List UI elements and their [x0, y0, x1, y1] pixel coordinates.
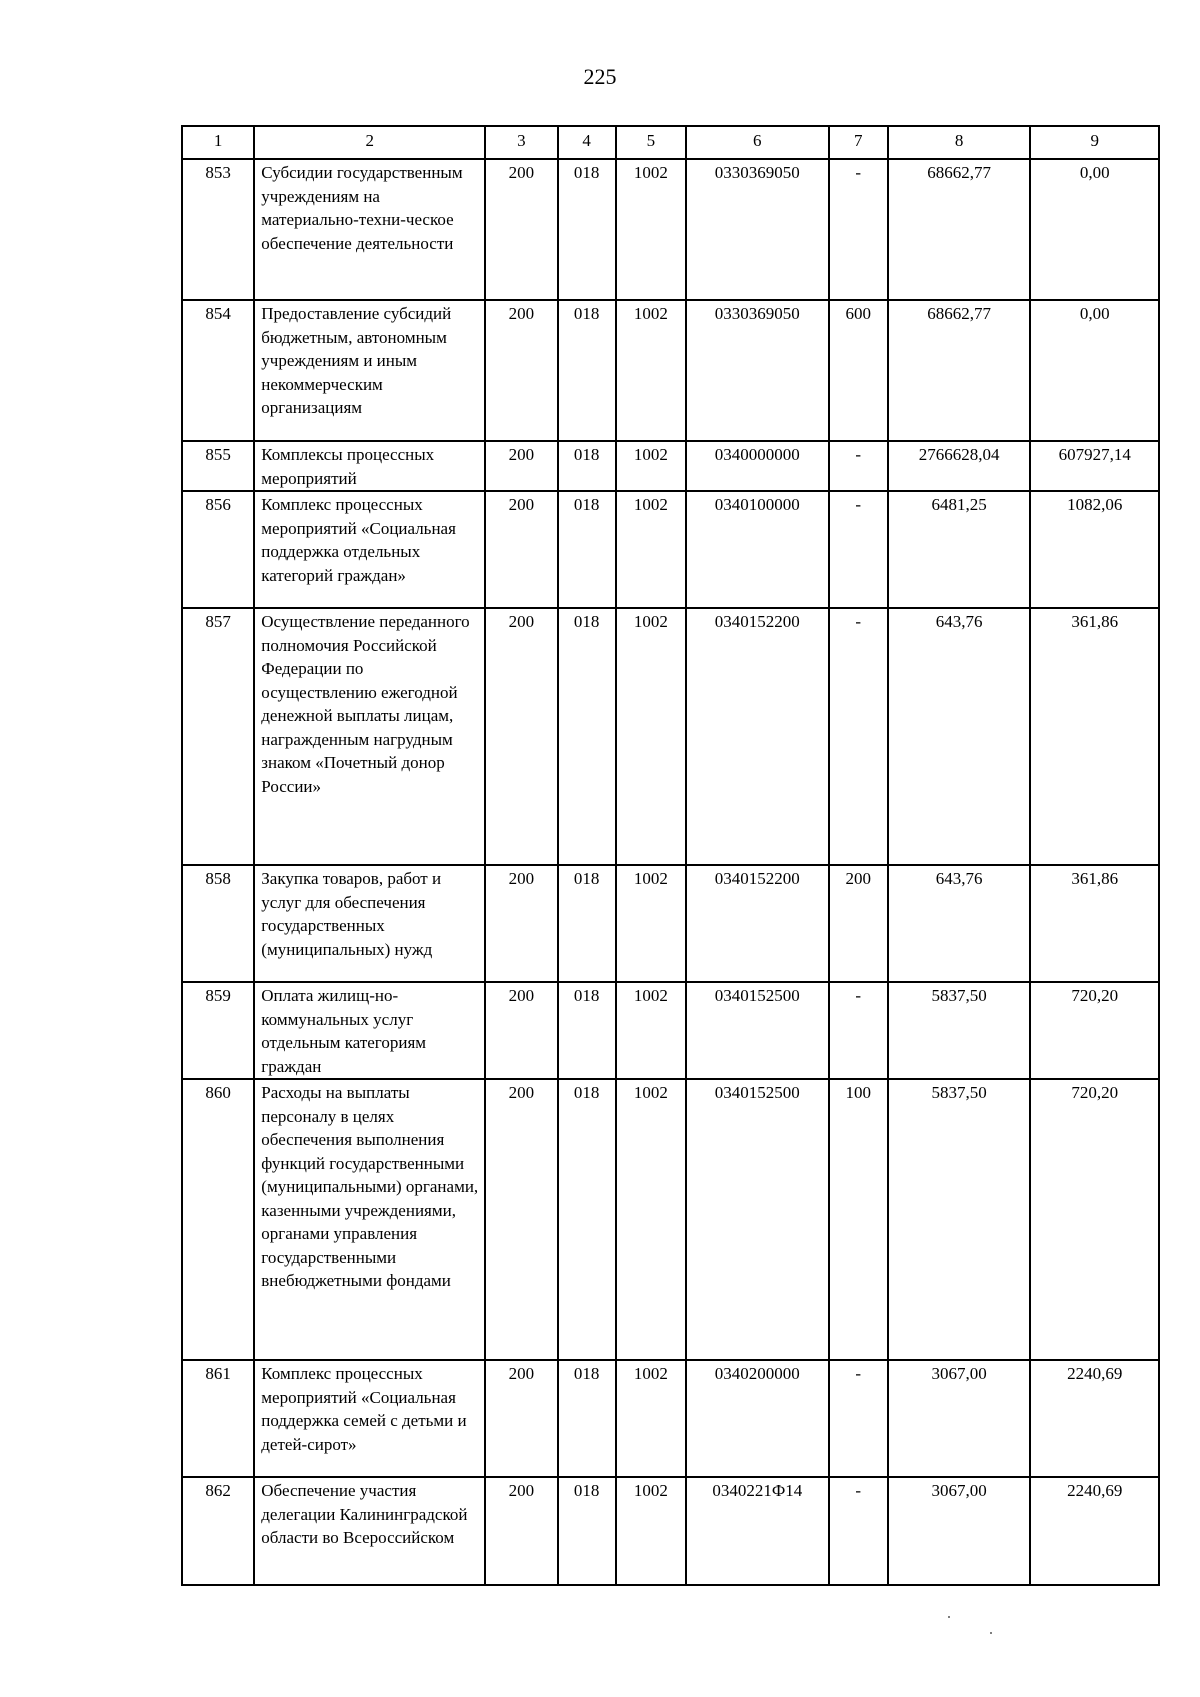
target-code-cell: 0340152500 [686, 982, 829, 1079]
amount-8-cell: 5837,50 [888, 1079, 1031, 1360]
expense-type-cell: 100 [829, 1079, 888, 1360]
code-3-cell: 200 [485, 865, 557, 982]
row-number-cell: 859 [182, 982, 254, 1079]
expense-type-cell: 600 [829, 300, 888, 441]
target-code-cell: 0340221Ф14 [686, 1477, 829, 1585]
code-4-cell: 018 [558, 1360, 616, 1477]
amount-9-cell: 607927,14 [1030, 441, 1159, 491]
budget-table [181, 125, 1160, 1586]
table-row [182, 441, 1159, 491]
target-code-cell: 0340152200 [686, 865, 829, 982]
code-5-cell: 1002 [616, 441, 686, 491]
target-code-cell: 0340100000 [686, 491, 829, 608]
amount-9-cell: 0,00 [1030, 300, 1159, 441]
scan-speck [948, 1616, 950, 1618]
code-5-cell: 1002 [616, 865, 686, 982]
expense-type-cell: - [829, 441, 888, 491]
code-4-cell: 018 [558, 982, 616, 1079]
table-row [182, 982, 1159, 1079]
code-3-cell: 200 [485, 159, 557, 300]
item-name-cell: Комплекс процессных мероприятий «Социальная поддержка семей с детьми и детей-сирот» [254, 1360, 485, 1477]
table-row [182, 1477, 1159, 1585]
code-3-cell: 200 [485, 441, 557, 491]
amount-9-cell: 361,86 [1030, 865, 1159, 982]
expense-type-cell: 200 [829, 865, 888, 982]
item-name-cell: Комплекс процессных мероприятий «Социальная поддержка отдельных категорий граждан» [254, 491, 485, 608]
header-cell: 5 [616, 126, 686, 159]
item-name-cell: Комплексы процессных мероприятий [254, 441, 485, 491]
code-3-cell: 200 [485, 1360, 557, 1477]
item-name-cell: Расходы на выплаты персоналу в целях обеспечения выполнения функций государственными (муниципальными) органами, казенными учреждениями, органами управления государственными внебюджетными фондами [254, 1079, 485, 1360]
row-number-cell: 856 [182, 491, 254, 608]
row-number-cell: 853 [182, 159, 254, 300]
item-name-cell: Предоставление субсидий бюджетным, автономным учреждениям и иным некоммерческим организациям [254, 300, 485, 441]
amount-8-cell: 3067,00 [888, 1477, 1031, 1585]
code-3-cell: 200 [485, 1477, 557, 1585]
amount-9-cell: 1082,06 [1030, 491, 1159, 608]
amount-8-cell: 6481,25 [888, 491, 1031, 608]
amount-9-cell: 720,20 [1030, 1079, 1159, 1360]
header-cell: 1 [182, 126, 254, 159]
amount-9-cell: 720,20 [1030, 982, 1159, 1079]
code-3-cell: 200 [485, 982, 557, 1079]
item-name-cell: Оплата жилищ-но-коммунальных услуг отдельным категориям граждан [254, 982, 485, 1079]
header-cell: 2 [254, 126, 485, 159]
amount-8-cell: 68662,77 [888, 300, 1031, 441]
item-name-cell: Субсидии государственным учреждениям на материально-техни-ческое обеспечение деятельности [254, 159, 485, 300]
expense-type-cell: - [829, 1477, 888, 1585]
header-cell: 9 [1030, 126, 1159, 159]
table-row [182, 300, 1159, 441]
code-3-cell: 200 [485, 608, 557, 865]
item-name-cell: Осуществление переданного полномочия Российской Федерации по осуществлению ежегодной денежной выплаты лицам, награжденным нагрудным знаком «Почетный донор России» [254, 608, 485, 865]
code-5-cell: 1002 [616, 1360, 686, 1477]
table-row [182, 491, 1159, 608]
code-4-cell: 018 [558, 441, 616, 491]
amount-8-cell: 3067,00 [888, 1360, 1031, 1477]
amount-8-cell: 2766628,04 [888, 441, 1031, 491]
item-name-cell: Закупка товаров, работ и услуг для обеспечения государственных (муниципальных) нужд [254, 865, 485, 982]
header-cell: 8 [888, 126, 1031, 159]
expense-type-cell: - [829, 159, 888, 300]
amount-8-cell: 643,76 [888, 865, 1031, 982]
amount-9-cell: 0,00 [1030, 159, 1159, 300]
code-3-cell: 200 [485, 491, 557, 608]
header-row [182, 126, 1159, 159]
item-name-cell: Обеспечение участия делегации Калининградской области во Всероссийском [254, 1477, 485, 1585]
table-row [182, 159, 1159, 300]
row-number-cell: 861 [182, 1360, 254, 1477]
target-code-cell: 0330369050 [686, 159, 829, 300]
code-4-cell: 018 [558, 300, 616, 441]
row-number-cell: 855 [182, 441, 254, 491]
code-3-cell: 200 [485, 300, 557, 441]
scan-speck [990, 1632, 992, 1634]
amount-8-cell: 643,76 [888, 608, 1031, 865]
code-4-cell: 018 [558, 608, 616, 865]
header-cell: 6 [686, 126, 829, 159]
code-4-cell: 018 [558, 491, 616, 608]
amount-8-cell: 68662,77 [888, 159, 1031, 300]
code-5-cell: 1002 [616, 491, 686, 608]
table-row [182, 865, 1159, 982]
expense-type-cell: - [829, 1360, 888, 1477]
code-5-cell: 1002 [616, 1079, 686, 1360]
code-5-cell: 1002 [616, 159, 686, 300]
header-cell: 3 [485, 126, 557, 159]
target-code-cell: 0340200000 [686, 1360, 829, 1477]
code-4-cell: 018 [558, 1079, 616, 1360]
table-row [182, 1079, 1159, 1360]
row-number-cell: 858 [182, 865, 254, 982]
amount-8-cell: 5837,50 [888, 982, 1031, 1079]
table-row [182, 1360, 1159, 1477]
expense-type-cell: - [829, 608, 888, 865]
header-cell: 4 [558, 126, 616, 159]
code-5-cell: 1002 [616, 1477, 686, 1585]
code-3-cell: 200 [485, 1079, 557, 1360]
header-cell: 7 [829, 126, 888, 159]
target-code-cell: 0330369050 [686, 300, 829, 441]
target-code-cell: 0340152200 [686, 608, 829, 865]
code-4-cell: 018 [558, 1477, 616, 1585]
amount-9-cell: 2240,69 [1030, 1360, 1159, 1477]
code-5-cell: 1002 [616, 982, 686, 1079]
amount-9-cell: 2240,69 [1030, 1477, 1159, 1585]
row-number-cell: 860 [182, 1079, 254, 1360]
page-number: 225 [583, 64, 617, 89]
row-number-cell: 862 [182, 1477, 254, 1585]
row-number-cell: 857 [182, 608, 254, 865]
expense-type-cell: - [829, 491, 888, 608]
code-4-cell: 018 [558, 865, 616, 982]
amount-9-cell: 361,86 [1030, 608, 1159, 865]
row-number-cell: 854 [182, 300, 254, 441]
code-5-cell: 1002 [616, 300, 686, 441]
expense-type-cell: - [829, 982, 888, 1079]
code-4-cell: 018 [558, 159, 616, 300]
table-row [182, 608, 1159, 865]
code-5-cell: 1002 [616, 608, 686, 865]
target-code-cell: 0340000000 [686, 441, 829, 491]
target-code-cell: 0340152500 [686, 1079, 829, 1360]
